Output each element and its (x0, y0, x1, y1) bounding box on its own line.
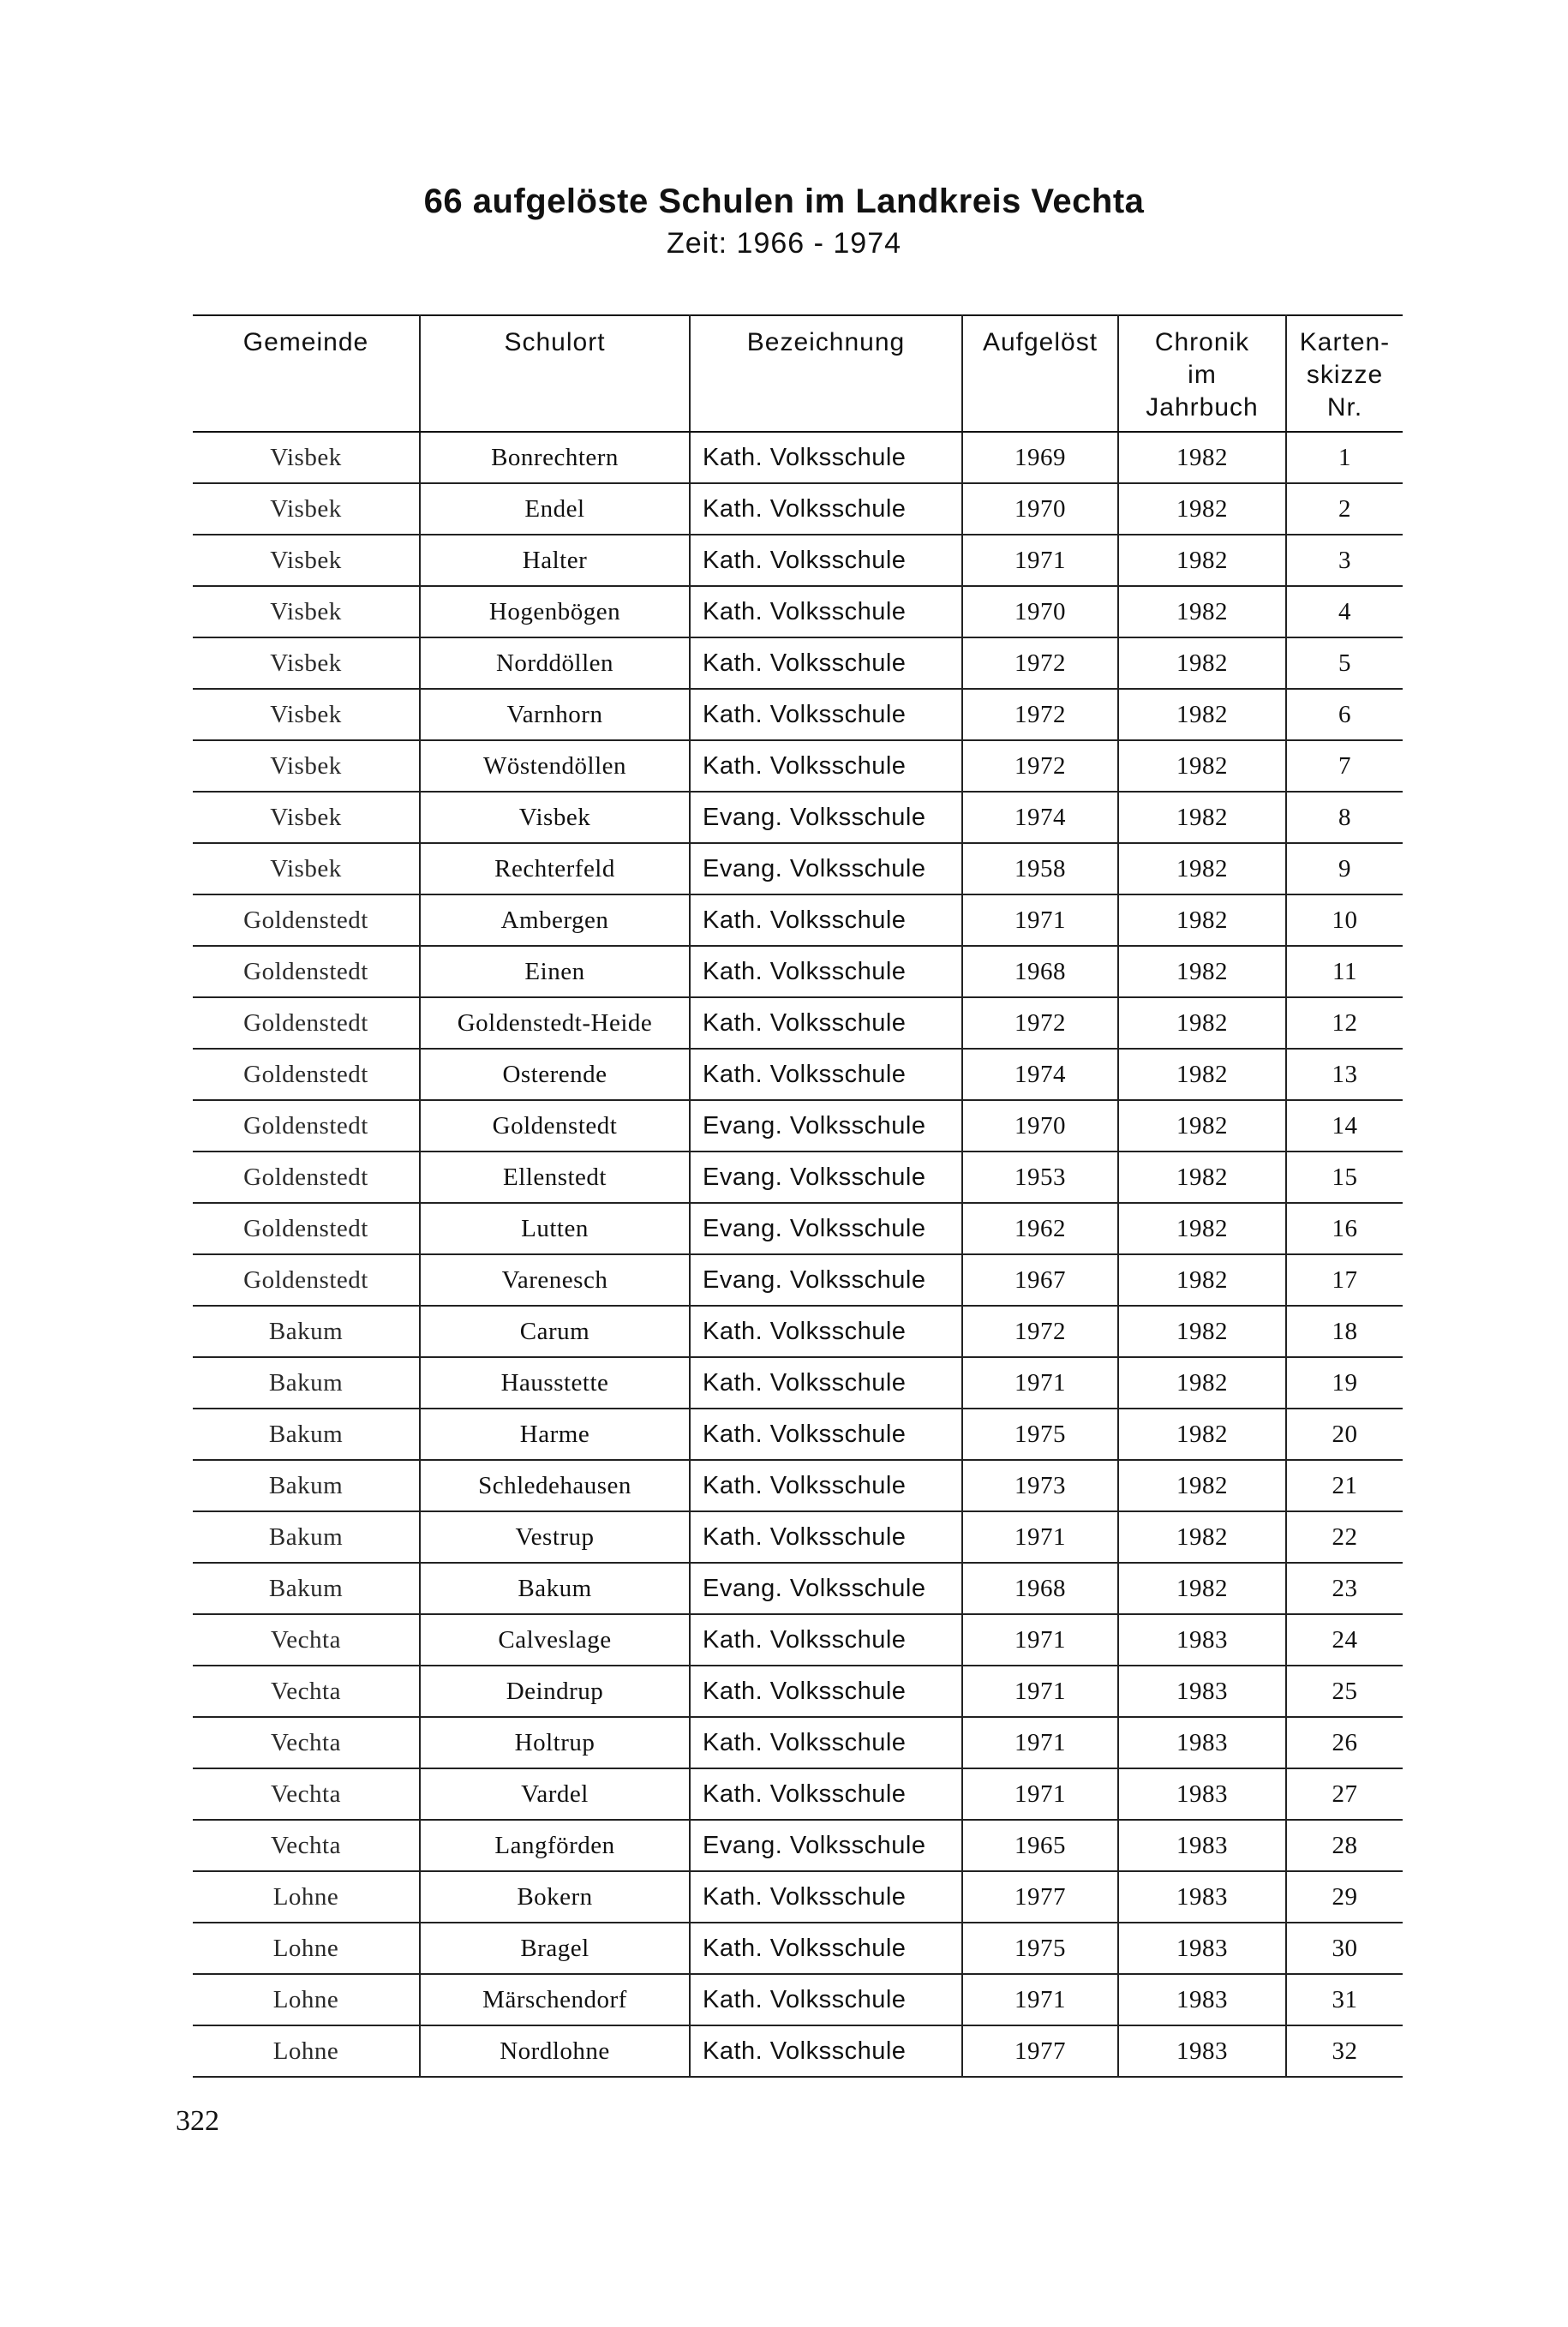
table-row (193, 1254, 1403, 1306)
table-row (193, 1100, 1403, 1152)
cell-aufgeloest: 1968 (962, 1563, 1118, 1614)
cell-aufgeloest: 1967 (962, 1254, 1118, 1306)
table-row (193, 586, 1403, 637)
table-row (193, 1357, 1403, 1409)
cell-karte-nr: 3 (1286, 535, 1403, 586)
cell-chronik: 1983 (1118, 1871, 1286, 1923)
cell-schulort: Endel (420, 483, 690, 535)
cell-gemeinde: Lohne (193, 1974, 420, 2025)
cell-chronik: 1982 (1118, 1100, 1286, 1152)
cell-gemeinde: Bakum (193, 1306, 420, 1357)
cell-karte-nr: 27 (1286, 1768, 1403, 1820)
cell-aufgeloest: 1971 (962, 1357, 1118, 1409)
header-karte-line-3: Nr. (1326, 393, 1363, 422)
cell-chronik: 1983 (1118, 1974, 1286, 2025)
cell-gemeinde: Bakum (193, 1563, 420, 1614)
cell-aufgeloest: 1972 (962, 637, 1118, 689)
table-row (193, 740, 1403, 792)
cell-schulort: Lutten (420, 1203, 690, 1254)
cell-gemeinde: Bakum (193, 1511, 420, 1563)
cell-karte-nr: 29 (1286, 1871, 1403, 1923)
cell-bezeichnung: Evang. Volksschule (690, 1820, 962, 1871)
table-row (193, 1717, 1403, 1768)
header-bezeichnung: Bezeichnung (690, 315, 962, 432)
table-row (193, 997, 1403, 1049)
cell-bezeichnung: Kath. Volksschule (690, 1717, 962, 1768)
cell-chronik: 1982 (1118, 1049, 1286, 1100)
cell-gemeinde: Goldenstedt (193, 997, 420, 1049)
cell-bezeichnung: Kath. Volksschule (690, 1666, 962, 1717)
cell-karte-nr: 28 (1286, 1820, 1403, 1871)
table-row (193, 432, 1403, 483)
cell-schulort: Bonrechtern (420, 432, 690, 483)
cell-chronik: 1982 (1118, 535, 1286, 586)
cell-gemeinde: Visbek (193, 535, 420, 586)
cell-chronik: 1983 (1118, 1820, 1286, 1871)
table-row (193, 1049, 1403, 1100)
cell-gemeinde: Goldenstedt (193, 1203, 420, 1254)
cell-gemeinde: Visbek (193, 637, 420, 689)
table-row (193, 1460, 1403, 1511)
cell-bezeichnung: Evang. Volksschule (690, 1563, 962, 1614)
cell-aufgeloest: 1972 (962, 997, 1118, 1049)
table-row (193, 1203, 1403, 1254)
cell-bezeichnung: Kath. Volksschule (690, 740, 962, 792)
cell-schulort: Holtrup (420, 1717, 690, 1768)
cell-gemeinde: Lohne (193, 1871, 420, 1923)
cell-bezeichnung: Kath. Volksschule (690, 1306, 962, 1357)
cell-bezeichnung: Evang. Volksschule (690, 1203, 962, 1254)
cell-bezeichnung: Kath. Volksschule (690, 535, 962, 586)
cell-aufgeloest: 1971 (962, 535, 1118, 586)
table-header-row (193, 315, 1403, 432)
cell-aufgeloest: 1972 (962, 1306, 1118, 1357)
cell-karte-nr: 13 (1286, 1049, 1403, 1100)
cell-aufgeloest: 1953 (962, 1152, 1118, 1203)
cell-schulort: Varnhorn (420, 689, 690, 740)
cell-aufgeloest: 1968 (962, 946, 1118, 997)
cell-karte-nr: 14 (1286, 1100, 1403, 1152)
cell-aufgeloest: 1971 (962, 1717, 1118, 1768)
cell-gemeinde: Vechta (193, 1717, 420, 1768)
cell-gemeinde: Bakum (193, 1409, 420, 1460)
cell-aufgeloest: 1970 (962, 483, 1118, 535)
cell-schulort: Einen (420, 946, 690, 997)
cell-chronik: 1982 (1118, 792, 1286, 843)
cell-aufgeloest: 1962 (962, 1203, 1118, 1254)
cell-gemeinde: Goldenstedt (193, 946, 420, 997)
cell-aufgeloest: 1971 (962, 894, 1118, 946)
cell-schulort: Halter (420, 535, 690, 586)
cell-chronik: 1982 (1118, 1357, 1286, 1409)
cell-gemeinde: Lohne (193, 1923, 420, 1974)
cell-aufgeloest: 1974 (962, 792, 1118, 843)
cell-chronik: 1983 (1118, 2025, 1286, 2077)
cell-karte-nr: 12 (1286, 997, 1403, 1049)
header-chronik-im-jahrbuch (1118, 315, 1286, 432)
table-row (193, 689, 1403, 740)
cell-schulort: Nordlohne (420, 2025, 690, 2077)
cell-karte-nr: 10 (1286, 894, 1403, 946)
cell-bezeichnung: Kath. Volksschule (690, 586, 962, 637)
cell-bezeichnung: Kath. Volksschule (690, 1511, 962, 1563)
cell-aufgeloest: 1970 (962, 586, 1118, 637)
cell-chronik: 1982 (1118, 637, 1286, 689)
cell-schulort: Vestrup (420, 1511, 690, 1563)
table-row (193, 1820, 1403, 1871)
cell-chronik: 1982 (1118, 1460, 1286, 1511)
cell-schulort: Hogenbögen (420, 586, 690, 637)
cell-aufgeloest: 1971 (962, 1666, 1118, 1717)
cell-bezeichnung: Evang. Volksschule (690, 1100, 962, 1152)
table-row (193, 1409, 1403, 1460)
header-chronik-line-2: im (1188, 361, 1217, 389)
cell-chronik: 1982 (1118, 1563, 1286, 1614)
cell-chronik: 1982 (1118, 740, 1286, 792)
cell-bezeichnung: Kath. Volksschule (690, 483, 962, 535)
header-kartenskizze-nr (1286, 315, 1403, 432)
cell-schulort: Vardel (420, 1768, 690, 1820)
table-row (193, 792, 1403, 843)
table-row (193, 1871, 1403, 1923)
cell-aufgeloest: 1977 (962, 1871, 1118, 1923)
cell-gemeinde: Goldenstedt (193, 1100, 420, 1152)
cell-chronik: 1982 (1118, 1409, 1286, 1460)
table-row (193, 1974, 1403, 2025)
cell-karte-nr: 1 (1286, 432, 1403, 483)
cell-aufgeloest: 1965 (962, 1820, 1118, 1871)
cell-gemeinde: Visbek (193, 483, 420, 535)
header-schulort: Schulort (420, 315, 690, 432)
cell-gemeinde: Visbek (193, 432, 420, 483)
header-karte-line-2: skizze (1306, 361, 1384, 389)
cell-bezeichnung: Kath. Volksschule (690, 997, 962, 1049)
table-row (193, 637, 1403, 689)
cell-karte-nr: 6 (1286, 689, 1403, 740)
cell-bezeichnung: Kath. Volksschule (690, 1460, 962, 1511)
cell-karte-nr: 25 (1286, 1666, 1403, 1717)
table-row (193, 1923, 1403, 1974)
cell-schulort: Norddöllen (420, 637, 690, 689)
cell-schulort: Ellenstedt (420, 1152, 690, 1203)
cell-gemeinde: Visbek (193, 792, 420, 843)
cell-chronik: 1982 (1118, 894, 1286, 946)
cell-aufgeloest: 1971 (962, 1614, 1118, 1666)
cell-bezeichnung: Kath. Volksschule (690, 1974, 962, 2025)
cell-schulort: Märschendorf (420, 1974, 690, 2025)
cell-chronik: 1982 (1118, 1254, 1286, 1306)
cell-aufgeloest: 1975 (962, 1923, 1118, 1974)
cell-karte-nr: 15 (1286, 1152, 1403, 1203)
table-row (193, 483, 1403, 535)
cell-schulort: Schledehausen (420, 1460, 690, 1511)
cell-bezeichnung: Evang. Volksschule (690, 843, 962, 894)
cell-gemeinde: Vechta (193, 1614, 420, 1666)
cell-aufgeloest: 1971 (962, 1768, 1118, 1820)
cell-gemeinde: Goldenstedt (193, 1049, 420, 1100)
cell-chronik: 1983 (1118, 1666, 1286, 1717)
cell-karte-nr: 31 (1286, 1974, 1403, 2025)
cell-gemeinde: Visbek (193, 740, 420, 792)
cell-bezeichnung: Kath. Volksschule (690, 689, 962, 740)
table-body (193, 432, 1403, 2077)
cell-karte-nr: 21 (1286, 1460, 1403, 1511)
cell-gemeinde: Bakum (193, 1460, 420, 1511)
cell-chronik: 1982 (1118, 997, 1286, 1049)
cell-gemeinde: Goldenstedt (193, 894, 420, 946)
cell-chronik: 1982 (1118, 1152, 1286, 1203)
cell-karte-nr: 22 (1286, 1511, 1403, 1563)
cell-bezeichnung: Evang. Volksschule (690, 1254, 962, 1306)
page-subtitle: Zeit: 1966 - 1974 (666, 227, 902, 260)
cell-schulort: Goldenstedt (420, 1100, 690, 1152)
cell-chronik: 1982 (1118, 1511, 1286, 1563)
page-title: 66 aufgelöste Schulen im Landkreis Vechta (423, 182, 1145, 220)
cell-chronik: 1982 (1118, 946, 1286, 997)
cell-karte-nr: 7 (1286, 740, 1403, 792)
cell-chronik: 1983 (1118, 1923, 1286, 1974)
cell-bezeichnung: Kath. Volksschule (690, 894, 962, 946)
cell-karte-nr: 4 (1286, 586, 1403, 637)
cell-karte-nr: 5 (1286, 637, 1403, 689)
cell-gemeinde: Goldenstedt (193, 1254, 420, 1306)
cell-aufgeloest: 1977 (962, 2025, 1118, 2077)
cell-karte-nr: 19 (1286, 1357, 1403, 1409)
cell-bezeichnung: Evang. Volksschule (690, 1152, 962, 1203)
cell-gemeinde: Vechta (193, 1768, 420, 1820)
cell-gemeinde: Vechta (193, 1666, 420, 1717)
cell-aufgeloest: 1972 (962, 689, 1118, 740)
cell-schulort: Langförden (420, 1820, 690, 1871)
cell-schulort: Visbek (420, 792, 690, 843)
table-row (193, 1152, 1403, 1203)
cell-schulort: Osterende (420, 1049, 690, 1100)
cell-aufgeloest: 1958 (962, 843, 1118, 894)
cell-chronik: 1982 (1118, 1306, 1286, 1357)
table-row (193, 946, 1403, 997)
cell-schulort: Hausstette (420, 1357, 690, 1409)
table-row (193, 894, 1403, 946)
cell-aufgeloest: 1975 (962, 1409, 1118, 1460)
cell-chronik: 1983 (1118, 1768, 1286, 1820)
cell-bezeichnung: Kath. Volksschule (690, 1357, 962, 1409)
cell-karte-nr: 20 (1286, 1409, 1403, 1460)
cell-aufgeloest: 1973 (962, 1460, 1118, 1511)
cell-bezeichnung: Kath. Volksschule (690, 1049, 962, 1100)
table-row (193, 2025, 1403, 2077)
cell-schulort: Calveslage (420, 1614, 690, 1666)
cell-chronik: 1982 (1118, 432, 1286, 483)
cell-karte-nr: 32 (1286, 2025, 1403, 2077)
cell-karte-nr: 26 (1286, 1717, 1403, 1768)
table-row (193, 1563, 1403, 1614)
cell-chronik: 1983 (1118, 1717, 1286, 1768)
header-karte-line-1: Karten- (1299, 328, 1391, 356)
cell-karte-nr: 17 (1286, 1254, 1403, 1306)
cell-chronik: 1982 (1118, 1203, 1286, 1254)
cell-karte-nr: 9 (1286, 843, 1403, 894)
table-row (193, 1768, 1403, 1820)
table-row (193, 1614, 1403, 1666)
page-number: 322 (176, 2105, 219, 2137)
cell-schulort: Harme (420, 1409, 690, 1460)
cell-bezeichnung: Kath. Volksschule (690, 1768, 962, 1820)
cell-gemeinde: Visbek (193, 843, 420, 894)
cell-schulort: Bakum (420, 1563, 690, 1614)
table-row (193, 1666, 1403, 1717)
cell-chronik: 1982 (1118, 483, 1286, 535)
cell-aufgeloest: 1971 (962, 1511, 1118, 1563)
header-chronik-line-3: Jahrbuch (1146, 393, 1259, 422)
cell-schulort: Varenesch (420, 1254, 690, 1306)
cell-bezeichnung: Evang. Volksschule (690, 792, 962, 843)
cell-bezeichnung: Kath. Volksschule (690, 1923, 962, 1974)
cell-bezeichnung: Kath. Volksschule (690, 1614, 962, 1666)
cell-schulort: Bokern (420, 1871, 690, 1923)
cell-schulort: Goldenstedt-Heide (420, 997, 690, 1049)
cell-bezeichnung: Kath. Volksschule (690, 432, 962, 483)
cell-karte-nr: 11 (1286, 946, 1403, 997)
cell-aufgeloest: 1969 (962, 432, 1118, 483)
cell-chronik: 1982 (1118, 586, 1286, 637)
cell-aufgeloest: 1971 (962, 1974, 1118, 2025)
cell-gemeinde: Goldenstedt (193, 1152, 420, 1203)
table-row (193, 1306, 1403, 1357)
cell-bezeichnung: Kath. Volksschule (690, 1871, 962, 1923)
cell-bezeichnung: Kath. Volksschule (690, 946, 962, 997)
cell-schulort: Carum (420, 1306, 690, 1357)
cell-schulort: Deindrup (420, 1666, 690, 1717)
cell-schulort: Rechterfeld (420, 843, 690, 894)
cell-schulort: Ambergen (420, 894, 690, 946)
cell-karte-nr: 16 (1286, 1203, 1403, 1254)
cell-gemeinde: Vechta (193, 1820, 420, 1871)
table-row (193, 1511, 1403, 1563)
cell-karte-nr: 18 (1286, 1306, 1403, 1357)
header-aufgeloest: Aufgelöst (962, 315, 1118, 432)
header-gemeinde: Gemeinde (193, 315, 420, 432)
table-row (193, 843, 1403, 894)
cell-karte-nr: 8 (1286, 792, 1403, 843)
cell-aufgeloest: 1974 (962, 1049, 1118, 1100)
header-chronik-line-1: Chronik (1154, 328, 1250, 356)
cell-bezeichnung: Kath. Volksschule (690, 637, 962, 689)
cell-bezeichnung: Kath. Volksschule (690, 1409, 962, 1460)
cell-chronik: 1982 (1118, 843, 1286, 894)
cell-gemeinde: Bakum (193, 1357, 420, 1409)
cell-schulort: Bragel (420, 1923, 690, 1974)
cell-schulort: Wöstendöllen (420, 740, 690, 792)
schools-table (193, 314, 1403, 2078)
cell-chronik: 1982 (1118, 689, 1286, 740)
cell-aufgeloest: 1970 (962, 1100, 1118, 1152)
cell-gemeinde: Visbek (193, 689, 420, 740)
table-row (193, 535, 1403, 586)
cell-karte-nr: 30 (1286, 1923, 1403, 1974)
cell-karte-nr: 24 (1286, 1614, 1403, 1666)
cell-karte-nr: 23 (1286, 1563, 1403, 1614)
cell-aufgeloest: 1972 (962, 740, 1118, 792)
cell-bezeichnung: Kath. Volksschule (690, 2025, 962, 2077)
cell-gemeinde: Visbek (193, 586, 420, 637)
cell-gemeinde: Lohne (193, 2025, 420, 2077)
cell-karte-nr: 2 (1286, 483, 1403, 535)
cell-chronik: 1983 (1118, 1614, 1286, 1666)
